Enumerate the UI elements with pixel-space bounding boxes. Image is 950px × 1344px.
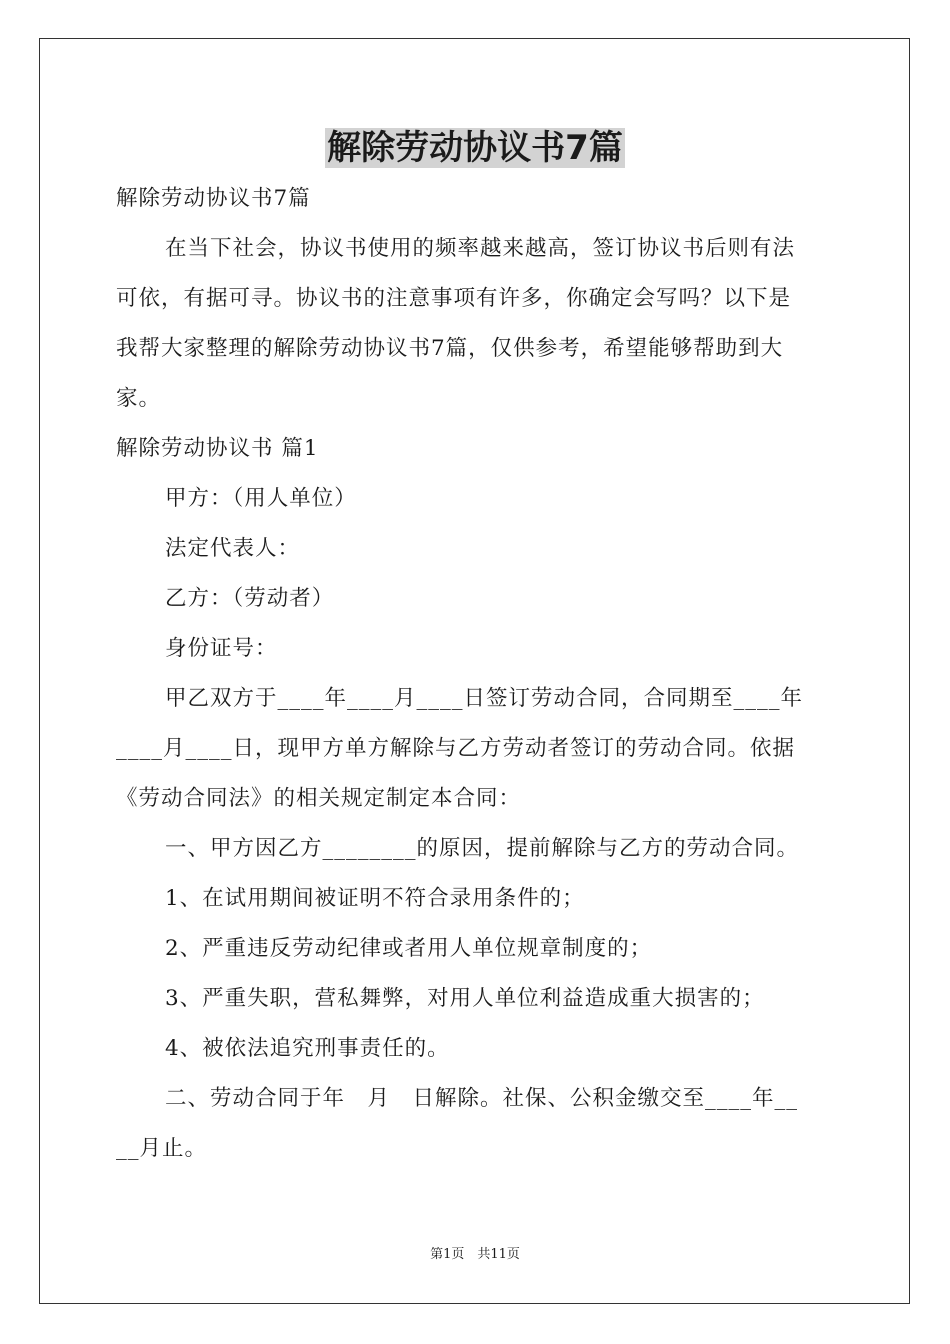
- party-b-line: 乙方：（劳动者）: [165, 586, 335, 611]
- page-footer: 第1页 共11页: [430, 1247, 520, 1262]
- paragraph-line: ____月____日，现甲方单方解除与乙方劳动者签订的劳动合同。依据: [116, 736, 796, 761]
- list-item: 3、严重失职，营私舞弊，对用人单位利益造成重大损害的；: [165, 986, 765, 1011]
- document-title: 解除劳动协议书7篇: [327, 128, 623, 168]
- list-item: 4、被依法追究刑事责任的。: [165, 1036, 450, 1061]
- paragraph-line: 在当下社会，协议书使用的频率越来越高，签订协议书后则有法: [165, 236, 796, 261]
- subtitle-line: 解除劳动协议书7篇: [116, 186, 311, 211]
- party-a-line: 甲方：（用人单位）: [165, 486, 357, 511]
- paragraph-line: 家。: [116, 386, 162, 411]
- list-item: 1、在试用期间被证明不符合录用条件的；: [165, 886, 585, 911]
- clause-line: 二、劳动合同于年 月 日解除。社保、公积金缴交至____年__: [165, 1086, 799, 1111]
- legal-rep-line: 法定代表人：: [165, 536, 301, 561]
- clause-line: 一、甲方因乙方________的原因，提前解除与乙方的劳动合同。: [165, 836, 800, 861]
- section-heading: 解除劳动协议书 篇1: [116, 436, 319, 461]
- list-item: 2、严重违反劳动纪律或者用人单位规章制度的；: [165, 936, 653, 961]
- id-number-line: 身份证号：: [165, 636, 278, 661]
- page-border: [39, 38, 910, 1304]
- paragraph-line: 《劳动合同法》的相关规定制定本合同：: [116, 786, 522, 811]
- paragraph-line: 可依，有据可寻。协议书的注意事项有许多，你确定会写吗？以下是: [116, 286, 792, 311]
- paragraph-line: 甲乙双方于____年____月____日签订劳动合同，合同期至____年: [165, 686, 804, 711]
- paragraph-line: __月止。: [116, 1136, 208, 1161]
- paragraph-line: 我帮大家整理的解除劳动协议书7篇，仅供参考，希望能够帮助到大: [116, 336, 784, 361]
